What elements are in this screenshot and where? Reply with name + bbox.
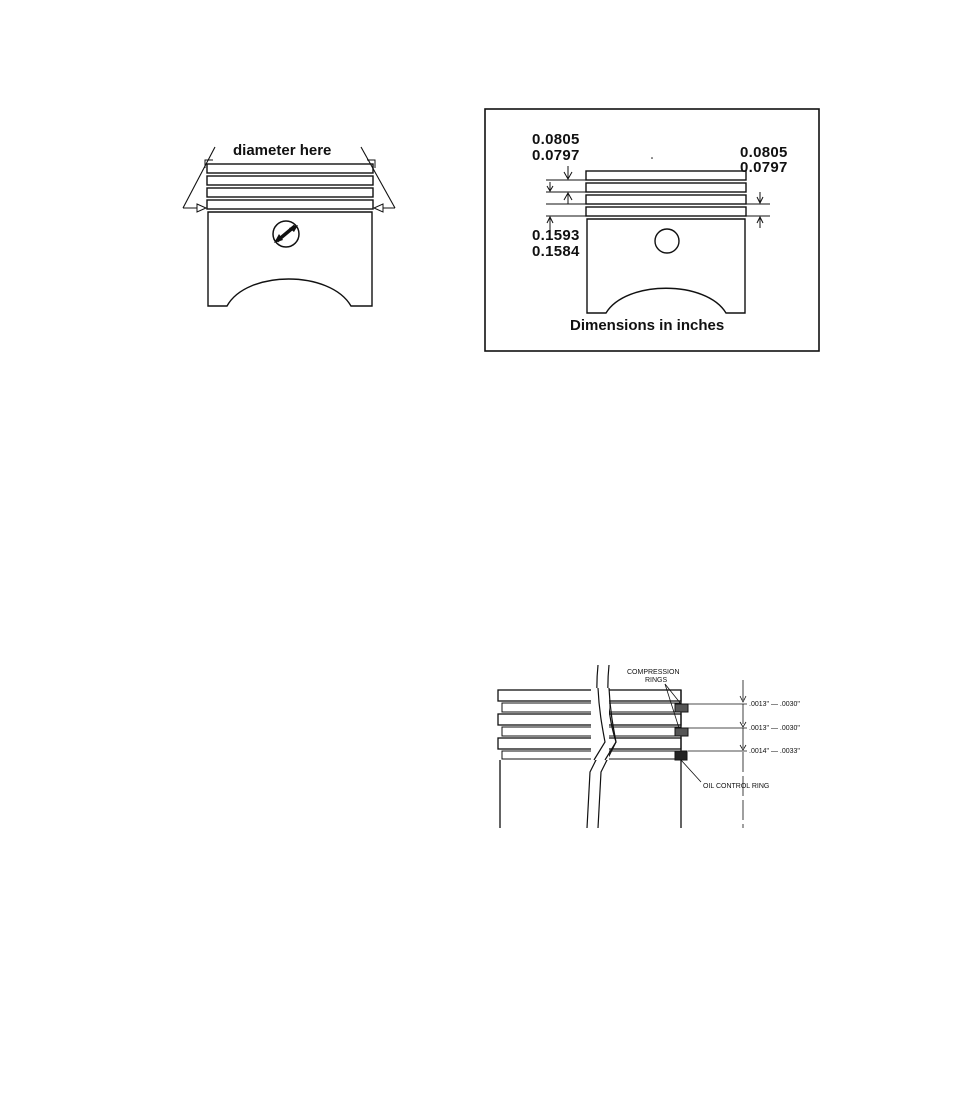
groove-land-1 bbox=[586, 171, 746, 180]
compression-label-line1: COMPRESSION bbox=[627, 669, 680, 676]
leader-oil bbox=[681, 760, 701, 782]
compression-ring-1 bbox=[675, 704, 688, 712]
groove-pin-hole bbox=[655, 229, 679, 253]
ring-land-3 bbox=[207, 188, 373, 197]
clr-land-2 bbox=[498, 714, 681, 725]
clearance-value-2: .0013" — .0030" bbox=[749, 725, 800, 732]
clearance-value-3: .0014" — .0033" bbox=[749, 748, 800, 755]
groove-dimensions-figure bbox=[484, 108, 820, 352]
groove-dimensions-drawing bbox=[484, 108, 820, 352]
groove-land-3 bbox=[586, 195, 746, 204]
measure-arrow-right-head bbox=[374, 204, 383, 212]
measure-arrow-left-head bbox=[197, 204, 206, 212]
clearance-value-1: .0013" — .0030" bbox=[749, 701, 800, 708]
oil-control-label: OIL CONTROL RING bbox=[703, 783, 770, 790]
ring-land-4 bbox=[207, 200, 373, 209]
diameter-here-label: diameter here bbox=[233, 142, 332, 159]
ring-land-2 bbox=[207, 176, 373, 185]
dim-top-left-lower: 0.0797 bbox=[532, 147, 580, 164]
dim-bottom-left-lower: 0.1584 bbox=[532, 243, 580, 260]
ring-clearance-drawing bbox=[495, 660, 825, 832]
groove-land-2 bbox=[586, 183, 746, 192]
clr-land-1 bbox=[498, 690, 681, 701]
piston-diameter-drawing bbox=[175, 130, 415, 320]
ring-land-1 bbox=[207, 164, 373, 173]
dim-top-right-upper: 0.0805 bbox=[740, 144, 788, 161]
compression-ring-2 bbox=[675, 728, 688, 736]
compression-label-line2: RINGS bbox=[645, 677, 668, 684]
dimensions-caption: Dimensions in inches bbox=[570, 317, 725, 334]
dim-top-right-lower: 0.0797 bbox=[740, 159, 788, 176]
ring-clearance-figure bbox=[495, 660, 825, 832]
groove-land-4 bbox=[586, 207, 746, 216]
stray-dot bbox=[651, 157, 653, 159]
dim-top-left-upper: 0.0805 bbox=[532, 131, 580, 148]
piston-diameter-figure bbox=[175, 130, 415, 320]
dim-bottom-left-upper: 0.1593 bbox=[532, 227, 580, 244]
clr-land-3 bbox=[498, 738, 681, 749]
oil-control-ring bbox=[675, 751, 687, 760]
